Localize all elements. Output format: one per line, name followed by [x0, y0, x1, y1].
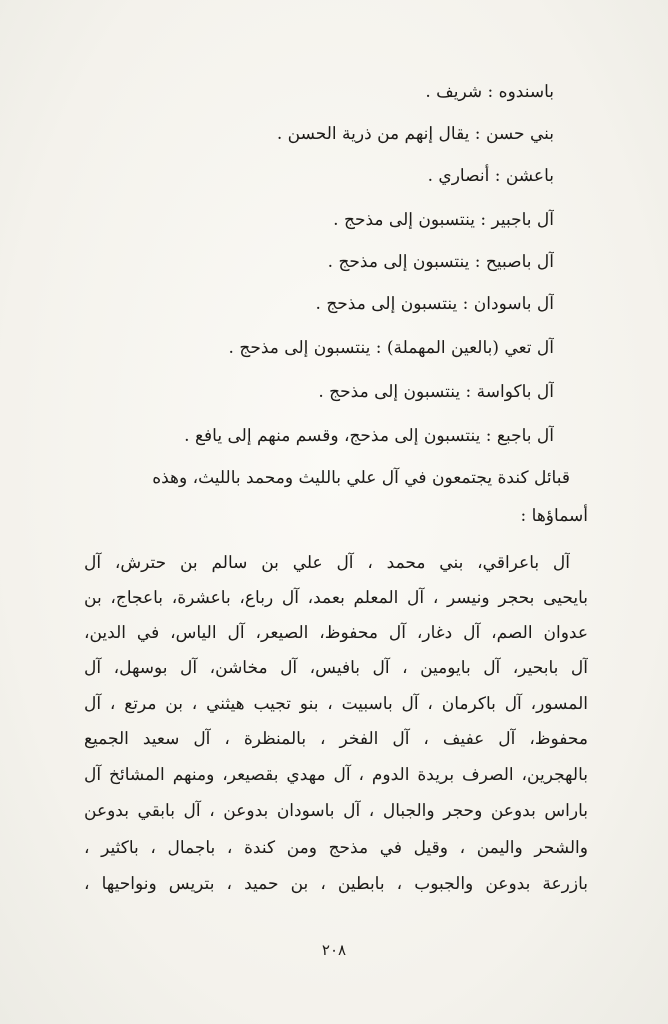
entry-line: آل باكواسة : ينتسبون إلى مذحج . — [318, 382, 554, 402]
entry-line: آل باسودان : ينتسبون إلى مذحج . — [315, 294, 554, 314]
tribes-paragraph-line: والشحر واليمن ، وقيل في مذحج ومن كندة ، باجمال ، باكثير ، — [84, 838, 588, 858]
entry-line: آل باصبيح : ينتسبون إلى مذحج . — [327, 252, 554, 272]
tribes-paragraph-line: بازرعة بدوعن والجبوب ، بابطين ، بن حميد ، بتريس ونواحيها ، — [84, 874, 588, 894]
entry-line: بني حسن : يقال إنهم من ذرية الحسن . — [276, 124, 554, 144]
tribes-paragraph-line: عدوان الصم، آل دغار، آل محفوظ، الصيعر، آل الياس، في الدين، — [84, 623, 588, 643]
entry-line: آل باجبع : ينتسبون إلى مذحج، وقسم منهم إلى يافع . — [184, 426, 554, 446]
page-number: ٢٠٨ — [321, 941, 347, 959]
tribes-paragraph-line: آل بابحير، آل بايومين ، آل بافيس، آل مخاشن، آل بوسهل، آل — [84, 658, 588, 678]
tribes-paragraph-line: المسور، آل باكرمان ، آل باسبيت ، بنو تجيب هيثني ، بن مرتع ، آل — [84, 694, 588, 714]
page-text-block — [84, 0, 588, 1024]
entry-line: باعشن : أنصاري . — [427, 166, 554, 186]
tribes-paragraph-line: باراس بدوعن وحجر والجبال ، آل باسودان بدوعن ، آل بابقي بدوعن — [84, 801, 588, 821]
tribes-paragraph-line: آل باعراقي، بني محمد ، آل علي بن سالم بن حترش، آل — [84, 553, 570, 573]
entry-line: آل تعي (بالعين المهملة) : ينتسبون إلى مذحج . — [228, 338, 554, 358]
tribes-paragraph-line: محفوظ، آل عفيف ، آل الفخر ، بالمنظرة ، آل سعيد الجميع — [84, 729, 588, 749]
tribes-paragraph-line: بايحيى بحجر ونيسر ، آل المعلم بعمد، آل رباع، باعشرة، باعجاج، بن — [84, 588, 588, 608]
tribes-paragraph-line: بالهجرين، الصرف بريدة الدوم ، آل مهدي بقصيعر، ومنهم المشائخ آل — [84, 765, 588, 785]
entry-line: باسندوه : شريف . — [425, 82, 554, 102]
kinda-intro-line: أسماؤها : — [520, 506, 588, 526]
entry-line: آل باجبير : ينتسبون إلى مذحج . — [333, 210, 554, 230]
kinda-intro-line: قبائل كندة يجتمعون في آل علي بالليث ومحمد بالليث، وهذه — [152, 468, 570, 488]
